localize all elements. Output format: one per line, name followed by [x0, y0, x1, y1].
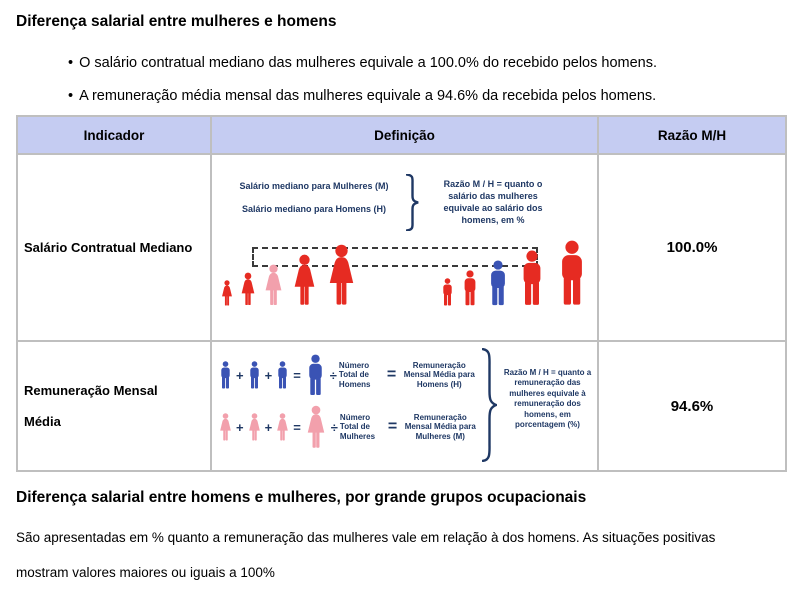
- woman-icon: [238, 272, 258, 306]
- bullet-item: [68, 55, 657, 71]
- man-icon: [439, 278, 456, 306]
- man-icon: [217, 361, 234, 389]
- ratio-value-media: 94.6%: [598, 341, 786, 471]
- bullet-marker: •: [68, 55, 74, 71]
- section1-title: Diferença salarial entre mulheres e homens: [16, 13, 337, 30]
- divide-sign: ÷: [330, 419, 338, 435]
- woman-median-icon: [261, 264, 286, 306]
- plus-sign: +: [236, 419, 244, 435]
- plus-sign: +: [264, 419, 273, 435]
- man-icon: [552, 240, 592, 306]
- indicator-salario-mediano: Salário Contratual Mediano: [17, 154, 211, 341]
- median-ratio-note: Razão M / H = quanto o salário das mulheres equivale ao salário dos homens, em %: [443, 179, 543, 226]
- section2-title: Diferença salarial entre homens e mulheres, por grande grupos ocupacionais: [16, 489, 587, 506]
- plus-sign: +: [264, 367, 273, 383]
- bullet-marker: •: [68, 88, 74, 104]
- men-figures-group: [439, 240, 592, 306]
- header-razao-mh: Razão M/H: [598, 116, 786, 154]
- median-men-label: Salário mediano para Homens (H): [241, 204, 387, 214]
- women-figures-group: [219, 244, 360, 306]
- woman-icon: [289, 254, 320, 306]
- indicator-remuneracao-media: [17, 341, 211, 471]
- men-average-formula: [217, 352, 480, 398]
- man-icon: [246, 361, 263, 389]
- average-ratio-note: Razão M / H = quanto a remuneração das mulheres equivale à remuneração dos homens, em porcentagem (%): [503, 368, 592, 429]
- bullet-text: A remuneração média mensal das mulheres equivale a 94.6% da recebida pelos homens.: [79, 88, 657, 104]
- table-row: [17, 154, 786, 341]
- women-average-formula: [217, 402, 481, 452]
- bullet-item: [68, 88, 656, 104]
- indicator-line1: Remuneração Mensal: [24, 383, 158, 398]
- woman-icon: [274, 413, 291, 441]
- equals-sign: =: [293, 419, 301, 435]
- woman-icon: [217, 413, 234, 441]
- divide-sign: ÷: [329, 367, 337, 383]
- woman-icon: [323, 244, 360, 306]
- man-large-icon: [303, 354, 328, 396]
- plus-sign: +: [236, 367, 244, 383]
- women-divisor-text: Número Total de Mulheres: [339, 412, 376, 441]
- curly-brace-icon: [406, 174, 419, 231]
- table-header-row: [17, 116, 786, 154]
- table-row: [17, 341, 786, 471]
- curly-brace-icon: [482, 348, 497, 462]
- woman-icon: [246, 413, 263, 441]
- woman-icon: [219, 280, 235, 306]
- man-median-icon: [484, 260, 512, 306]
- equals-sign: =: [293, 367, 301, 383]
- equals-sign: =: [386, 366, 397, 383]
- woman-large-icon: [303, 405, 329, 449]
- man-icon: [274, 361, 291, 389]
- men-result-text: Remuneração Mensal Média para Homens (H): [403, 360, 475, 389]
- equals-sign: =: [387, 418, 398, 435]
- ratio-value-mediano: 100.0%: [598, 154, 786, 341]
- median-women-label: Salário mediano para Mulheres (M): [239, 181, 389, 191]
- median-labels: [226, 181, 402, 214]
- indicators-table: [16, 115, 787, 472]
- men-divisor-text: Número Total de Homens: [338, 360, 371, 389]
- section2-paragraph-line1: São apresentadas em % quanto a remuneração das mulheres vale em relação à dos homens. As situações positivas: [16, 530, 716, 545]
- header-indicador: Indicador: [17, 116, 211, 154]
- section2-paragraph-line2: mostram valores maiores ou iguais a 100%: [16, 565, 275, 580]
- definition-cell-mediano: [211, 154, 598, 341]
- man-icon: [459, 270, 481, 306]
- definition-cell-media: [211, 341, 598, 471]
- indicator-line2: Média: [24, 414, 61, 429]
- women-result-text: Remuneração Mensal Média para Mulheres (M): [404, 412, 476, 441]
- header-definicao: Definição: [211, 116, 598, 154]
- man-icon: [515, 250, 549, 306]
- bullet-text: O salário contratual mediano das mulheres equivale a 100.0% do recebido pelos homens.: [79, 55, 658, 71]
